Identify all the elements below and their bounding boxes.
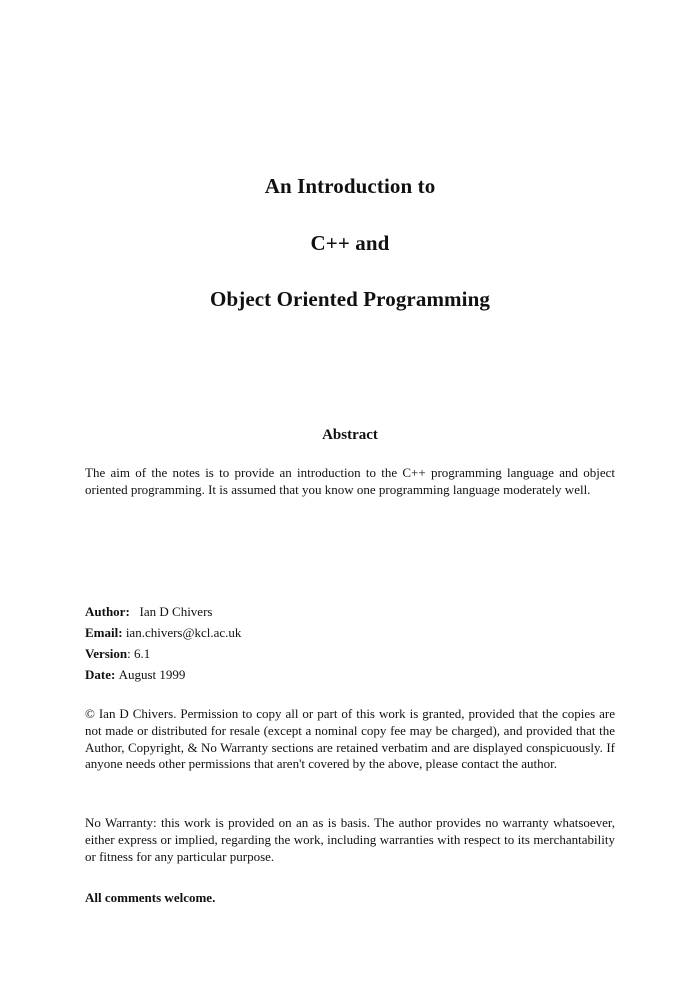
- date-value: August 1999: [118, 667, 186, 682]
- title-line-2: C++ and: [310, 231, 390, 255]
- closing-note: All comments welcome.: [85, 890, 216, 905]
- copyright-paragraph: © Ian D Chivers. Permission to copy all or part of this work is granted, provided that the copies are not made or distributed for resale (except a nominal copy fee may be charged), and provided that the Author, Copyright, & No Warranty sections are retained verbatim and are displayed conspicuously. If anyone needs other permissions that aren't covered by the above, please contact the author.: [85, 706, 615, 772]
- date-label: Date:: [85, 667, 116, 682]
- abstract-text: The aim of the notes is to provide an introduction to the C++ programming language and object oriented programming. It is assumed that you know one programming language moderately well.: [85, 465, 615, 497]
- version-label: Version: [85, 646, 128, 661]
- abstract-heading: Abstract: [322, 427, 378, 443]
- warranty-paragraph: No Warranty: this work is provided on an as is basis. The author provides no warranty whatsoever, either express or implied, regarding the work, including warranties with respect to its merchantability or fitness for any particular purpose.: [85, 815, 615, 864]
- email-value: ian.chivers@kcl.ac.uk: [125, 625, 242, 640]
- document-metadata: [85, 601, 615, 685]
- title-line-1: An Introduction to: [264, 174, 436, 198]
- author-value: Ian D Chivers: [139, 604, 213, 619]
- author-label: Author:: [85, 604, 130, 619]
- title-line-3: Object Oriented Programming: [210, 287, 490, 311]
- author-row: [85, 601, 615, 622]
- date-row: [85, 664, 615, 685]
- email-label: Email:: [85, 625, 123, 640]
- version-value: : 6.1: [127, 646, 151, 661]
- version-row: [85, 643, 615, 664]
- email-row: [85, 622, 615, 643]
